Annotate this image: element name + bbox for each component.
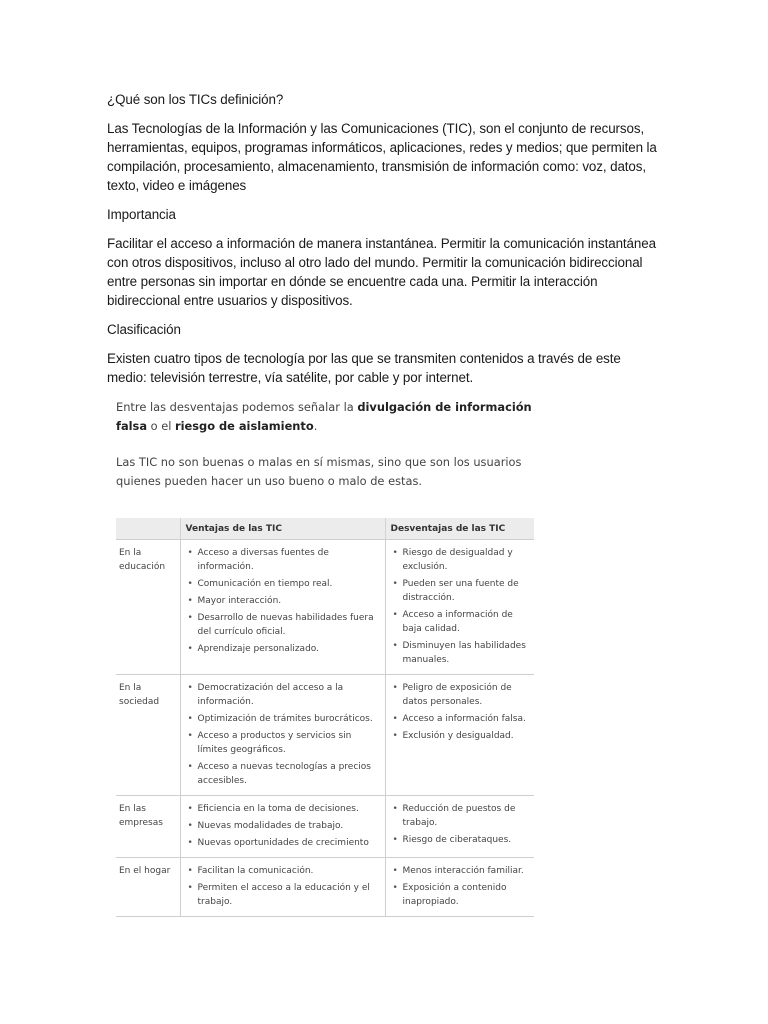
list-item: • Acceso a diversas fuentes de información. bbox=[186, 546, 380, 574]
list-item: • Optimización de trámites burocráticos. bbox=[186, 712, 380, 726]
list-item: • Desarrollo de nuevas habilidades fuera del currículo oficial. bbox=[186, 611, 380, 639]
list-item: • Democratización del acceso a la información. bbox=[186, 681, 380, 709]
intro-text-end: . bbox=[313, 419, 318, 433]
ventajas-cell bbox=[180, 540, 385, 675]
desventajas-list bbox=[391, 681, 530, 743]
header-ventajas: Ventajas de las TIC bbox=[180, 518, 385, 540]
embedded-image bbox=[107, 398, 537, 907]
list-item: • Acceso a nuevas tecnologías a precios accesibles. bbox=[186, 760, 380, 788]
classification-heading: Clasificación bbox=[107, 322, 181, 337]
embed-intro bbox=[116, 398, 536, 436]
ventajas-cell bbox=[180, 858, 385, 917]
list-item: • Riesgo de ciberataques. bbox=[391, 833, 530, 847]
desventajas-list bbox=[391, 864, 530, 909]
desventajas-cell bbox=[385, 858, 534, 917]
document-body bbox=[107, 90, 662, 397]
ventajas-list bbox=[186, 802, 380, 850]
embed-intro-2: Las TIC no son buenas o malas en sí mismas, sino que son los usuarios quienes pueden hacer un uso bueno o malo de estas. bbox=[116, 455, 522, 488]
row-label: En la educación bbox=[116, 540, 180, 675]
definition-paragraph: Las Tecnologías de la Información y las Comunicaciones (TIC), son el conjunto de recursos, herramientas, equipos, programas informáticos, aplicaciones, redes y medios; que permiten la compilación, procesamiento, almacenamiento, transmisión de información como: voz, datos, texto, video e imágenes bbox=[107, 121, 657, 193]
list-item: • Facilitan la comunicación. bbox=[186, 864, 380, 878]
list-item: • Peligro de exposición de datos personales. bbox=[391, 681, 530, 709]
intro-bold-isolation: riesgo de aislamiento bbox=[175, 419, 314, 433]
table-header-row bbox=[116, 518, 534, 540]
ventajas-cell bbox=[180, 796, 385, 858]
intro-text: Entre las desventajas podemos señalar la bbox=[116, 400, 358, 414]
list-item: • Comunicación en tiempo real. bbox=[186, 577, 380, 591]
row-label: En la sociedad bbox=[116, 675, 180, 796]
list-item: • Nuevas oportunidades de crecimiento bbox=[186, 836, 380, 850]
list-item: • Menos interacción familiar. bbox=[391, 864, 530, 878]
list-item: • Riesgo de desigualdad y exclusión. bbox=[391, 546, 530, 574]
header-desventajas: Desventajas de las TIC bbox=[385, 518, 534, 540]
table-row bbox=[116, 796, 534, 858]
list-item: • Acceso a información falsa. bbox=[391, 712, 530, 726]
desventajas-cell bbox=[385, 540, 534, 675]
ventajas-list bbox=[186, 681, 380, 788]
desventajas-list bbox=[391, 546, 530, 667]
intro-text-mid: o el bbox=[147, 419, 176, 433]
list-item: • Exposición a contenido inapropiado. bbox=[391, 881, 530, 909]
list-item: • Eficiencia en la toma de decisiones. bbox=[186, 802, 380, 816]
list-item: • Exclusión y desigualdad. bbox=[391, 729, 530, 743]
header-empty bbox=[116, 518, 180, 540]
list-item: • Acceso a información de baja calidad. bbox=[391, 608, 530, 636]
importance-heading: Importancia bbox=[107, 207, 176, 222]
row-label: En el hogar bbox=[116, 858, 180, 917]
list-item: • Mayor interacción. bbox=[186, 594, 380, 608]
table-row bbox=[116, 858, 534, 917]
list-item: • Permiten el acceso a la educación y el trabajo. bbox=[186, 881, 380, 909]
importance-paragraph: Facilitar el acceso a información de manera instantánea. Permitir la comunicación instantánea con otros dispositivos, incluso al otro lado del mundo. Permitir la comunicación bidireccional entre personas sin importar en dónde se encuentre cada una. Permitir la interacción bidireccional entre usuarios y dispositivos. bbox=[107, 236, 656, 308]
list-item: • Acceso a productos y servicios sin límites geográficos. bbox=[186, 729, 380, 757]
row-label: En las empresas bbox=[116, 796, 180, 858]
desventajas-cell bbox=[385, 796, 534, 858]
ventajas-list bbox=[186, 546, 380, 656]
table-row bbox=[116, 540, 534, 675]
list-item: • Nuevas modalidades de trabajo. bbox=[186, 819, 380, 833]
list-item: • Disminuyen las habilidades manuales. bbox=[391, 639, 530, 667]
list-item: • Reducción de puestos de trabajo. bbox=[391, 802, 530, 830]
desventajas-list bbox=[391, 802, 530, 847]
list-item: • Pueden ser una fuente de distracción. bbox=[391, 577, 530, 605]
tic-comparison-table bbox=[116, 518, 534, 917]
list-item: • Aprendizaje personalizado. bbox=[186, 642, 380, 656]
ventajas-cell bbox=[180, 675, 385, 796]
question-heading: ¿Qué son los TICs definición? bbox=[107, 92, 284, 107]
desventajas-cell bbox=[385, 675, 534, 796]
ventajas-list bbox=[186, 864, 380, 909]
classification-paragraph: Existen cuatro tipos de tecnología por las que se transmiten contenidos a través de este medio: televisión terrestre, vía satélite, por cable y por internet. bbox=[107, 351, 621, 385]
intro-bold-false-info: divulgación de información falsa bbox=[116, 400, 532, 433]
table-row bbox=[116, 675, 534, 796]
